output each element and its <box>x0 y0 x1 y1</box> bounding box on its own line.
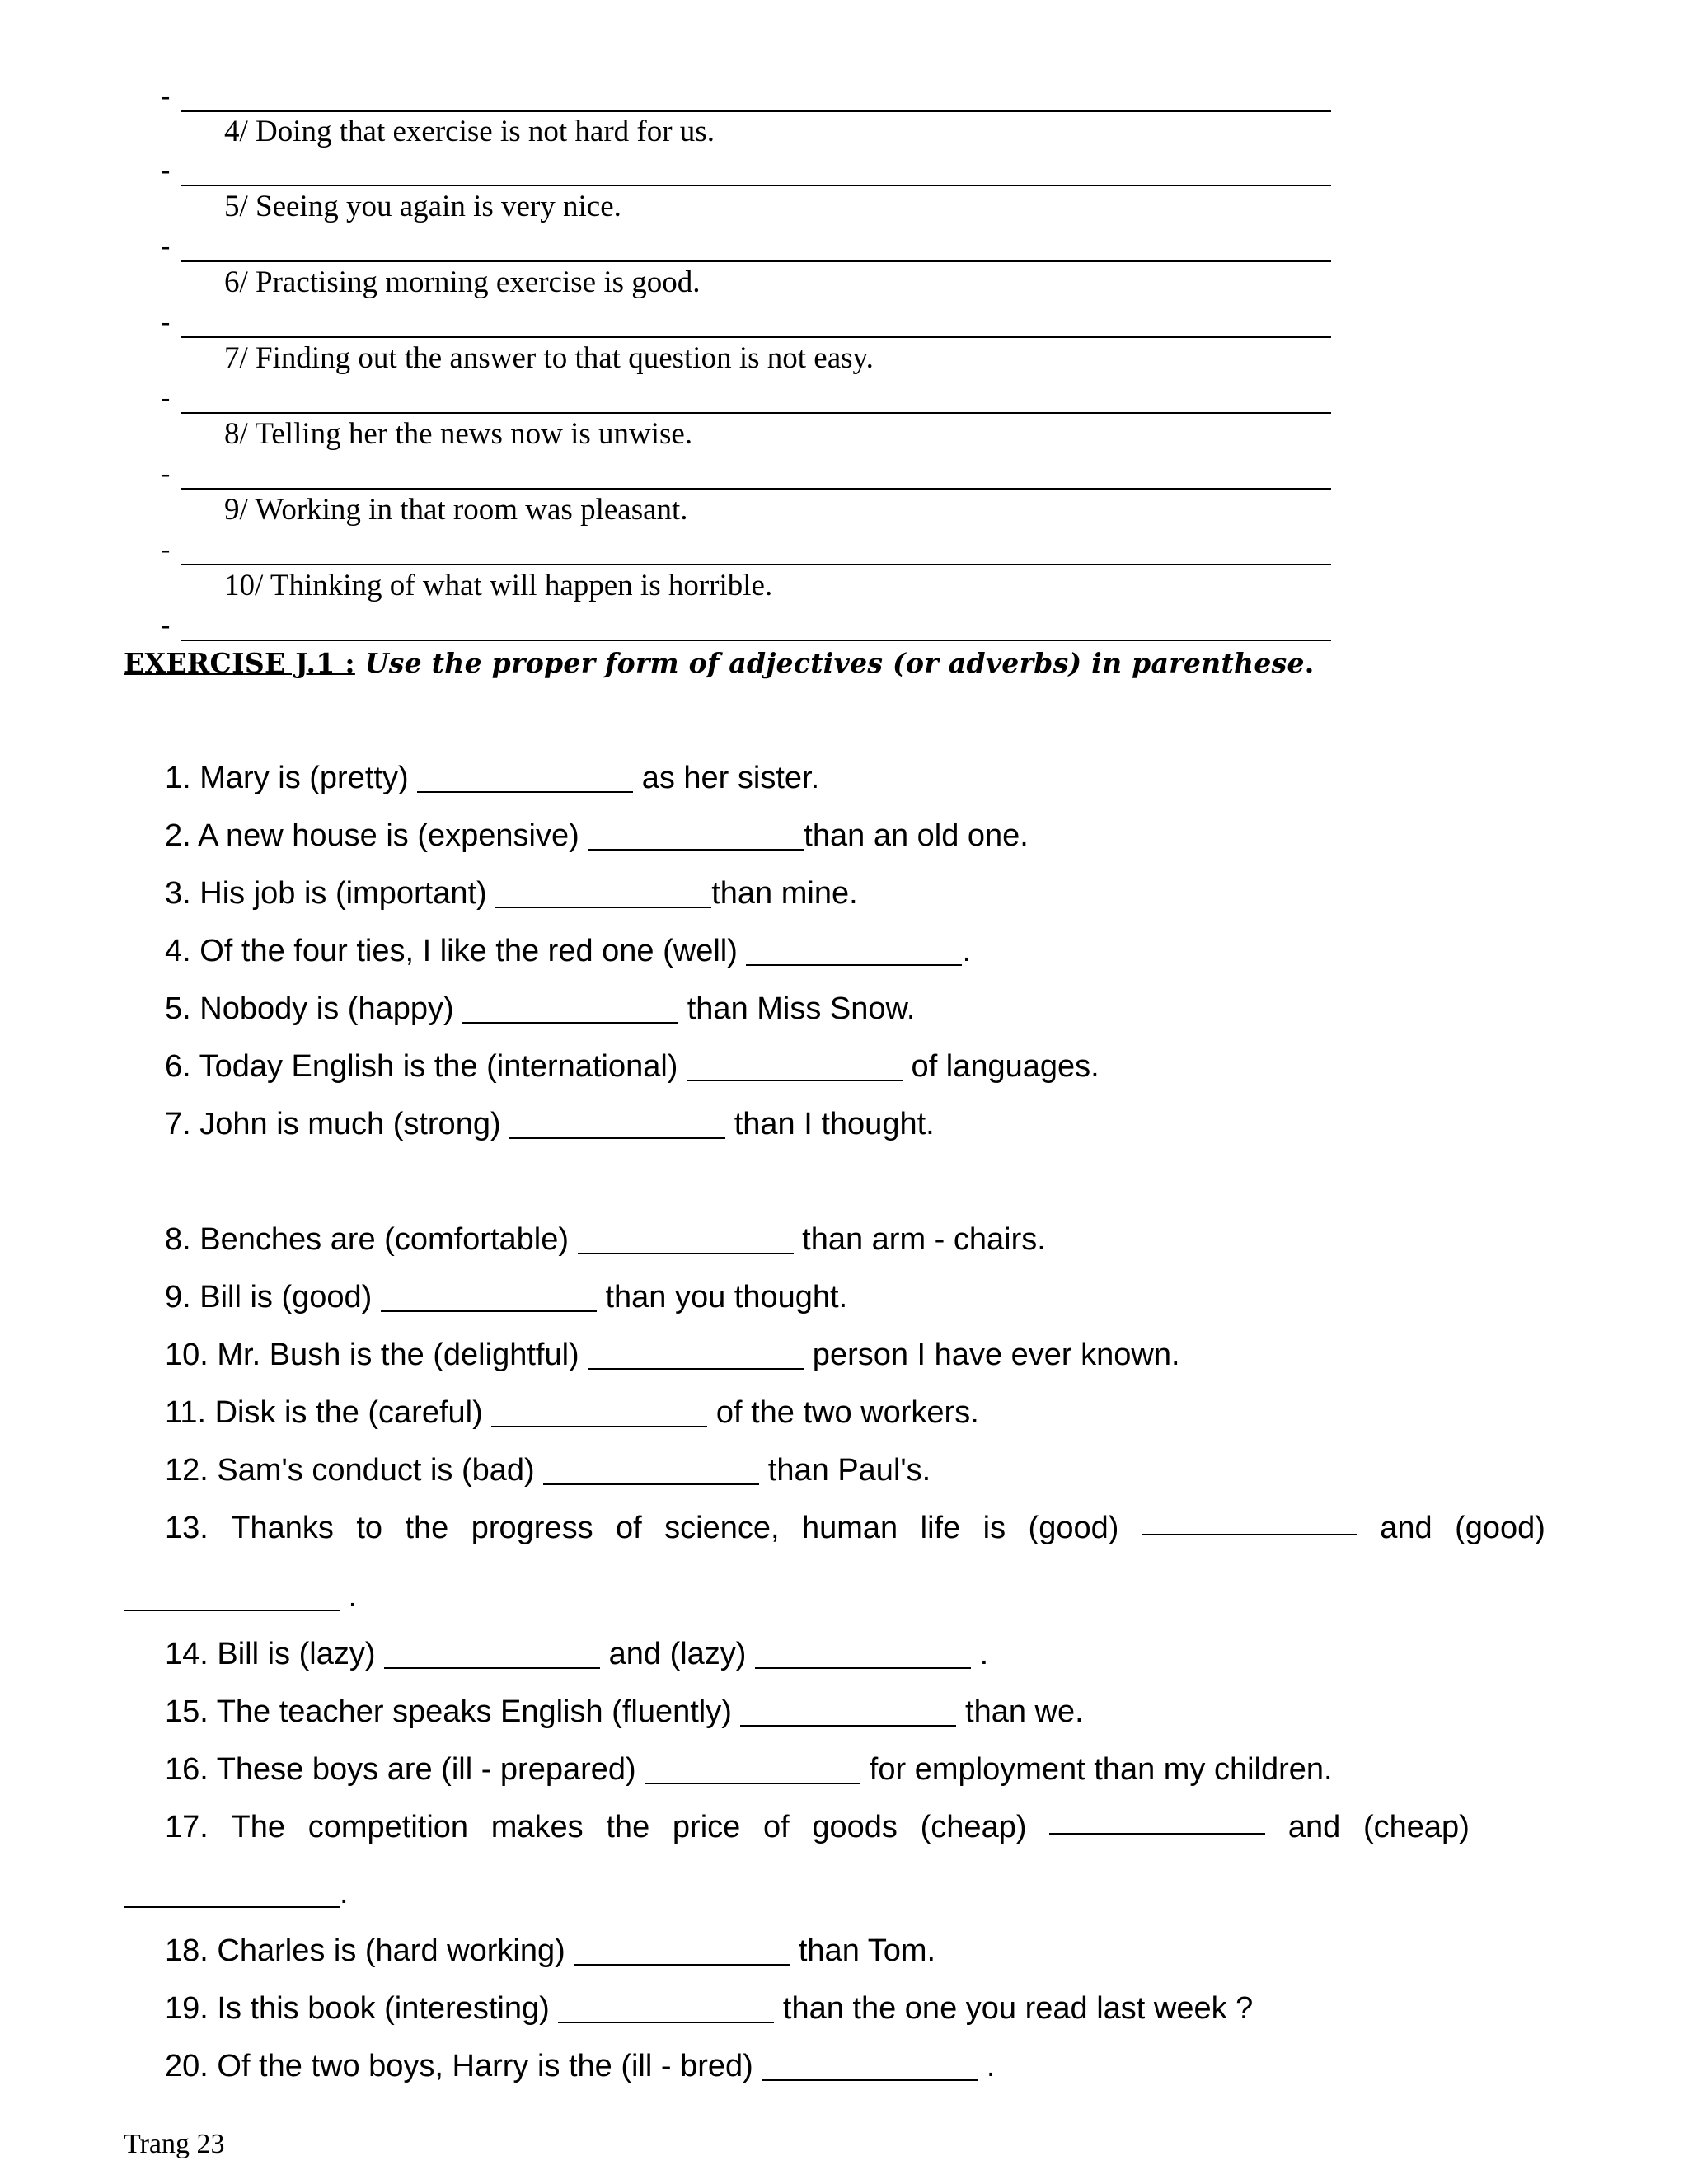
answer-blank[interactable] <box>509 1109 725 1139</box>
list-item-13: 13. Thanks to the progress of science, human life is (good) and (good) <box>165 1506 1545 1550</box>
answer-blank[interactable] <box>588 821 804 851</box>
exercise-period: . <box>1304 647 1315 679</box>
list-item: 8. Benches are (comfortable) than arm - chairs. <box>165 1222 1046 1257</box>
answer-blank[interactable] <box>124 1878 340 1908</box>
list-item: 12. Sam's conduct is (bad) than Paul's. <box>165 1453 931 1488</box>
answer-blank[interactable] <box>740 1697 956 1727</box>
list-item: 16. These boys are (ill - prepared) for employment than my children. <box>165 1752 1333 1787</box>
answer-blank[interactable] <box>1049 1805 1265 1835</box>
list-item: 5. Nobody is (happy) than Miss Snow. <box>165 991 916 1026</box>
exercise-instruction: Use the proper form of adjectives (or adverbs) in parenthese <box>364 647 1305 679</box>
answer-blank[interactable] <box>558 1994 774 2023</box>
list-item: 18. Charles is (hard working) than Tom. <box>165 1933 936 1968</box>
list-item: 20. Of the two boys, Harry is the (ill - bred) . <box>165 2049 996 2083</box>
list-item: 2. A new house is (expensive) than an old one. <box>165 818 1029 853</box>
answer-line[interactable]: - <box>161 302 1331 343</box>
answer-line[interactable]: - <box>161 453 1331 494</box>
answer-blank[interactable] <box>495 879 711 908</box>
list-item: 10. Mr. Bush is the (delightful) person I have ever known. <box>165 1338 1180 1372</box>
answer-line[interactable]: - <box>161 226 1331 267</box>
list-item: 7. John is much (strong) than I thought. <box>165 1107 935 1141</box>
list-item: 4. Of the four ties, I like the red one (well) . <box>165 934 971 968</box>
list-item: 19. Is this book (interesting) than the one you read last week ? <box>165 1991 1254 2026</box>
rewrite-sentence-7: 7/ Finding out the answer to that question is not easy. <box>224 341 874 375</box>
answer-blank[interactable] <box>462 994 678 1024</box>
answer-blank[interactable] <box>578 1225 794 1254</box>
list-item: 15. The teacher speaks English (fluently) than we. <box>165 1694 1084 1729</box>
list-item-17: 17. The competition makes the price of goods (cheap) and (cheap) <box>165 1805 1470 1849</box>
list-item-13-continuation: . <box>124 1574 357 1619</box>
dash: - <box>161 81 171 111</box>
rewrite-sentence-10: 10/ Thinking of what will happen is horrible. <box>224 569 773 602</box>
exercise-heading <box>124 641 1315 686</box>
rewrite-sentence-6: 6/ Practising morning exercise is good. <box>224 265 701 299</box>
answer-blank[interactable] <box>124 1582 340 1611</box>
list-item: 14. Bill is (lazy) and (lazy) . <box>165 1637 989 1671</box>
answer-blank[interactable] <box>762 2051 978 2081</box>
answer-blank[interactable] <box>1142 1506 1357 1535</box>
answer-blank[interactable] <box>417 763 633 793</box>
list-item: 11. Disk is the (careful) of the two workers. <box>165 1395 979 1430</box>
list-item: 9. Bill is (good) than you thought. <box>165 1280 848 1315</box>
rewrite-sentence-9: 9/ Working in that room was pleasant. <box>224 493 688 527</box>
answer-blank[interactable] <box>755 1639 971 1669</box>
answer-blank[interactable] <box>645 1755 860 1784</box>
answer-blank[interactable] <box>491 1398 707 1427</box>
answer-line[interactable]: - <box>161 529 1331 570</box>
answer-blank[interactable] <box>543 1455 759 1485</box>
answer-blank[interactable] <box>384 1639 600 1669</box>
list-item-17-continuation: . <box>124 1871 349 1915</box>
answer-blank[interactable] <box>574 1936 790 1966</box>
page-number: Trang 23 <box>124 2129 225 2159</box>
answer-blank[interactable] <box>588 1340 804 1370</box>
rewrite-sentence-8: 8/ Telling her the news now is unwise. <box>224 417 693 451</box>
answer-line[interactable]: - <box>161 605 1331 646</box>
list-item: 1. Mary is (pretty) as her sister. <box>165 761 820 795</box>
answer-blank[interactable] <box>746 936 962 966</box>
answer-blank[interactable] <box>381 1282 597 1312</box>
answer-line[interactable]: - <box>161 150 1331 191</box>
answer-line[interactable]: - <box>161 377 1331 419</box>
answer-blank[interactable] <box>687 1052 903 1081</box>
list-item: 6. Today English is the (international) of languages. <box>165 1049 1100 1084</box>
list-item: 3. His job is (important) than mine. <box>165 876 858 911</box>
exercise-code: EXERCISE J.1 : <box>124 647 355 679</box>
rewrite-sentence-4: 4/ Doing that exercise is not hard for us. <box>224 115 715 148</box>
rewrite-sentence-5: 5/ Seeing you again is very nice. <box>224 190 621 223</box>
